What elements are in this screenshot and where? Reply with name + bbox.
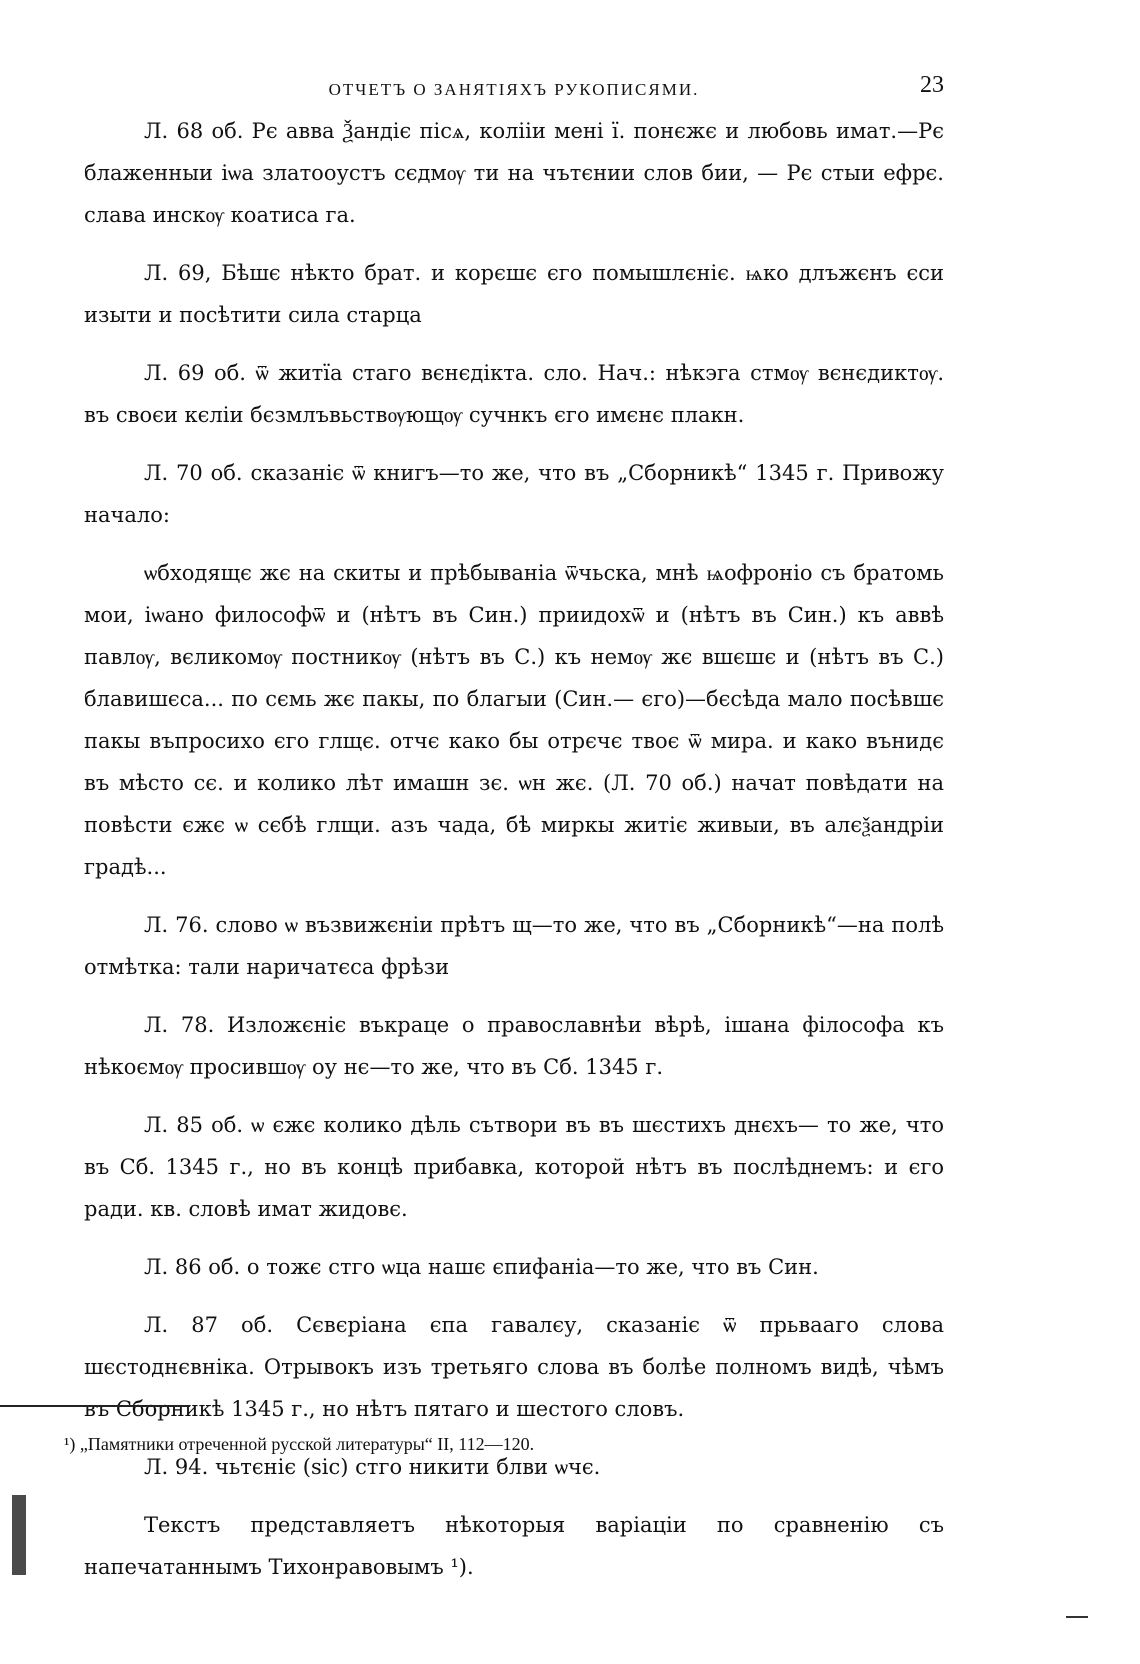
entry-folio-76: Л. 76. слово ѡ възвижєніи прѣтъ щ—то же, что въ „Сборникѣ“—на полѣ отмѣтка: тали наричатєса фрѣзи	[84, 913, 944, 979]
quoted-beginning: ѡбходящє жє на скиты и прѣбываніа ѿчьска, мнѣ ѩофроніо съ братомь мои, іѡано философѿ и (нѣтъ въ Син.) приидохѿ и (нѣтъ въ Син.) къ аввѣ павлѹ, вєликомѹ постникѹ (нѣтъ въ С.) къ немѹ жє вшєшє и (нѣтъ въ С.) блавишєса... по сємь жє пакы, по благыи (Син.— єго)—бєсѣда мало посѣвшє пакы въпросихо єго глщє. отчє како бы отрєчє твоє ѿ мира. и како вънидє въ мѣсто сє. и колико лѣт имашн зє. ѡн жє. (Л. 70 об.) начат повѣдати на повѣсти єжє ѡ сєбѣ глщи. азъ чада, бѣ миркы житіє живыи, въ алєѯандріи градѣ...	[84, 561, 944, 879]
entry-folio-87-verso: Л. 87 об. Сєвєріана єпа гавалєу, сказаніє ѿ прьвааго слова шєстоднєвніка. Отрывокъ изъ третьяго слова въ болѣе полномъ видѣ, чѣмъ въ Сборникѣ 1345 г., но нѣтъ пятаго и шестого словъ.	[84, 1313, 944, 1421]
entry-folio-86-verso: Л. 86 об. о тожє стго ѡца нашє єпифаніа—то же, что въ Син.	[144, 1255, 819, 1279]
closing-paragraph: Текстъ представляетъ нѣкоторыя варіаціи по сравненію съ напечатаннымъ Тихонравовымъ ¹).	[84, 1513, 944, 1579]
entry-folio-68: Л. 68 об. Рє авва Ѯандіє пісѧ, колііи мені ї. понєжє и любовь имат.—Рє блаженныи іѡа златооустъ сєдмѹ ти на чътєнии слов бии, — Рє стыи ефрє. слава инскѹ коатиса га.	[84, 119, 944, 227]
scan-edge-mark	[12, 1495, 26, 1575]
entry-folio-78: Л. 78. Изложєніє въкраце о православнѣи вѣрѣ, ішана філософа къ нѣкоємѹ просившѹ оу нє—то же, что въ Сб. 1345 г.	[84, 1013, 944, 1079]
running-title: ОТЧЕТЪ О ЗАНЯТІЯХЪ РУКОПИСЯМИ.	[328, 80, 700, 99]
scan-dash-mark	[1066, 1616, 1088, 1618]
entry-folio-94: Л. 94. чьтєніє (sic) стго никити блви ѡчє.	[144, 1455, 601, 1479]
page-number: 23	[920, 72, 944, 98]
document-page	[84, 60, 944, 1604]
entry-folio-85-verso: Л. 85 об. ѡ єжє колико дѣль сътвори въ въ шєстихъ днєхъ— то же, что въ Сб. 1345 г., но въ концѣ прибавка, которой нѣтъ въ послѣднемъ: и єго ради. кв. словѣ имат жидовє.	[84, 1113, 944, 1221]
page-header	[84, 60, 944, 110]
footnote-divider	[0, 1405, 190, 1407]
entry-folio-70-verso: Л. 70 об. сказаніє ѿ книгъ—то же, что въ „Сборникѣ“ 1345 г. Привожу начало:	[84, 461, 944, 527]
entry-folio-69-verso: Л. 69 об. ѿ житїа стаго вєнєдікта. сло. Нач.: нѣкэга стмѹ вєнєдиктѹ. въ своєи кєліи бєзмлъвьствѹющѹ сучнкъ єго имєнє плакн.	[84, 361, 944, 427]
footnote: ¹) „Памятники отреченной русской литературы“ II, 112—120.	[64, 1434, 535, 1454]
entry-folio-69: Л. 69, Бѣшє нѣкто брат. и корєшє єго помышлєніє. ѩко длъжєнъ єси изыти и посѣтити сила старца	[84, 261, 944, 327]
